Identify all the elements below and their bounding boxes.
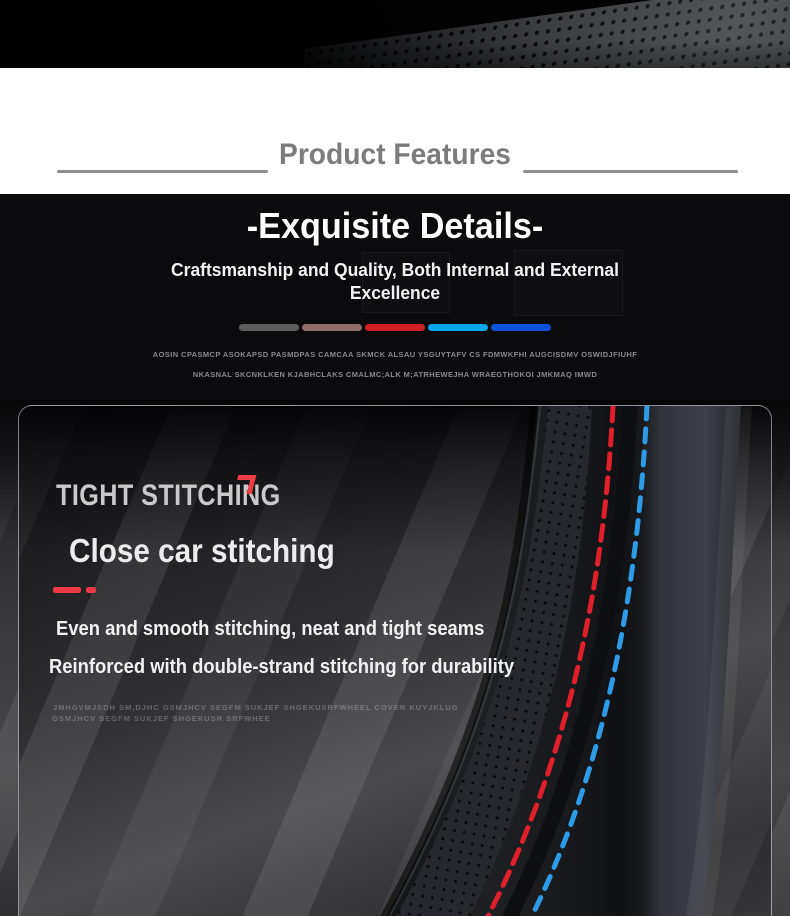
details-description-line2: NKASNAL SKCNKLKEN KJABHCLAKS CMALMC;ALK M;ATRHEWEJHA WRAEGTHOKOI JMKMAQ IMWD <box>192 370 598 379</box>
feature-point-2: Reinforced with double-strand stitching for durability <box>49 656 515 678</box>
details-title: -Exquisite Details- <box>246 205 544 246</box>
stitching-detail-card <box>18 405 772 916</box>
color-bar-red <box>365 324 425 331</box>
product-features-section <box>0 68 790 194</box>
color-bar-cyan <box>428 324 488 331</box>
photo-shadow-overlay <box>0 0 790 68</box>
color-option-bars <box>239 324 551 331</box>
color-bar-blue <box>491 324 551 331</box>
details-subtitle-line2: Excellence <box>349 283 441 303</box>
top-product-photo <box>0 0 790 68</box>
features-title: Product Features <box>279 138 511 171</box>
fine-print-line2: GSMJHCV SEGFM SUKJEF SHGEKUSR SRFWHEE <box>52 714 271 723</box>
color-bar-gray <box>239 324 299 331</box>
exquisite-details-section <box>0 194 790 400</box>
detail-photo-area <box>0 400 790 916</box>
details-description-line1: AOSIN CPASMCP ASOKAPSD PASMDPAS CAMCAA SKMCK ALSAU YSGUYTAFV CS FDMWKFHI AUGCISDMV OSWIDJFIUHF <box>152 350 638 359</box>
right-divider-line <box>523 170 738 173</box>
feature-point-1: Even and smooth stitching, neat and tight seams <box>56 618 485 640</box>
details-subtitle-line1: Craftsmanship and Quality, Both Internal and External <box>171 260 619 280</box>
badge-tight-stitching: TIGHT STITCHING <box>56 479 281 512</box>
red-dash-long <box>53 587 81 593</box>
red-dash-short <box>86 587 96 593</box>
fine-print-line1: JMHGVMJSDH SM,DJHC GSMJHCV SEGFM SUKJEF SHGEKUSRFWHEEL COVER KUYJKLUG <box>53 703 459 712</box>
color-bar-brown <box>302 324 362 331</box>
red-dash-decoration <box>53 587 96 593</box>
card-heading: Close car stitching <box>69 532 335 569</box>
